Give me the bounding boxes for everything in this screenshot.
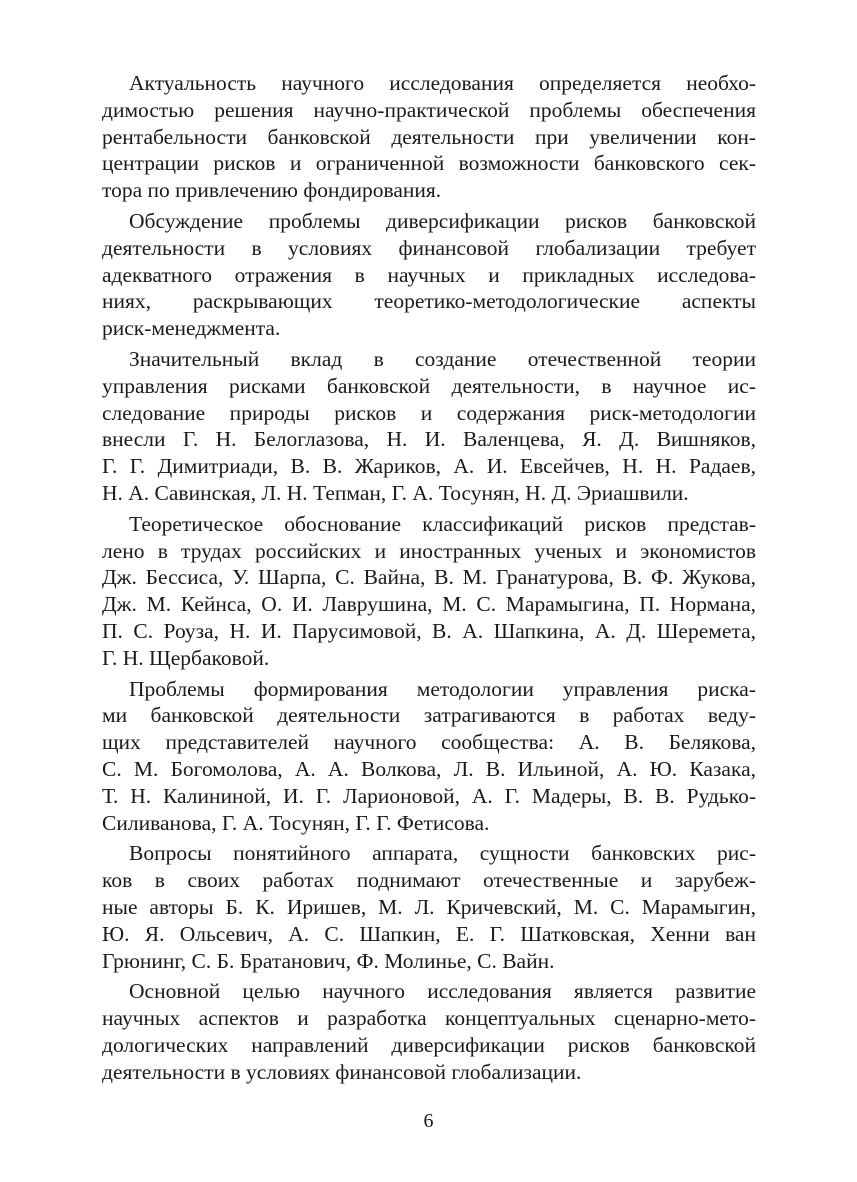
text-line: тора по привлечению фондирования. [102,178,442,203]
text-line: Актуальность научного исследования определяется необхо- [129,71,756,95]
text-line: Обсуждение проблемы диверсификации рисков банковской [129,208,756,233]
text-line: Т. Н. Калининой, И. Г. Ларионовой, А. Г. Мадеры, В. В. Рудько- [102,783,756,808]
text-line: научных аспектов и разработка концептуальных сценарно-мето- [102,1006,756,1031]
text-line: ков в своих работах поднимают отечественные и зарубеж- [102,868,756,893]
text-line: лено в трудах российских и иностранных ученых и экономистов [102,538,756,563]
text-line: следование природы рисков и содержания риск-методологии [102,400,756,425]
text-line: Н. А. Савинская, Л. Н. Тепман, Г. А. Тосунян, Н. Д. Эриашвили. [102,480,689,505]
document-body [102,70,756,1089]
paragraph [102,208,756,342]
text-line: Грюнинг, С. Б. Братанович, Ф. Молинье, С. Вайн. [102,948,555,973]
text-line: щих представителей научного сообщества: А. В. Белякова, [102,730,756,755]
text-line: ниях, раскрывающих теоретико-методологические аспекты [102,289,756,314]
text-line: Теоретическое обоснование классификаций рисков представ- [129,511,756,536]
text-line: дологических направлений диверсификации рисков банковской [102,1032,756,1057]
text-line: Ю. Я. Ольсевич, А. С. Шапкин, Е. Г. Шатковская, Хенни ван [102,921,756,946]
text-line: С. М. Богомолова, А. А. Волкова, Л. В. Ильиной, А. Ю. Казака, [102,756,756,781]
text-line: Вопросы понятийного аппарата, сущности банковских рис- [129,841,756,866]
text-line: димостью решения научно-практической проблемы обеспечения [102,97,756,122]
paragraph [102,346,756,507]
text-line: адекватного отражения в научных и прикладных исследова- [102,262,756,287]
text-line: Дж. М. Кейнса, О. И. Лаврушина, М. С. Марамыгина, П. Нормана, [102,592,756,617]
page-number: 6 [423,1110,434,1132]
text-line: ми банковской деятельности затрагиваются в работах веду- [102,703,756,728]
text-line: Основной целью научного исследования является развитие [129,979,756,1004]
text-line: П. С. Роуза, Н. И. Парусимовой, В. А. Шапкина, А. Д. Шеремета, [102,618,756,643]
paragraph [102,70,756,204]
text-line: Значительный вклад в создание отечественной теории [129,346,756,371]
text-line: Дж. Бессиса, У. Шарпа, С. Вайна, В. М. Гранатурова, В. Ф. Жукова, [102,565,756,590]
text-line: Силиванова, Г. А. Тосунян, Г. Г. Фетисова. [102,810,490,835]
paragraph [102,676,756,837]
text-line: ные авторы Б. К. Иришев, М. Л. Кричевский, М. С. Марамыгин, [102,894,756,919]
text-line: внесли Г. Н. Белоглазова, Н. И. Валенцева, Я. Д. Вишняков, [102,427,756,452]
text-line: Проблемы формирования методологии управления риска- [129,676,756,701]
text-line: деятельности в условиях финансовой глобализации. [102,1059,582,1084]
text-line: рентабельности банковской деятельности при увеличении кон- [102,124,756,149]
paragraph [102,978,756,1085]
paragraph [102,511,756,672]
text-line: Г. Н. Щербаковой. [102,645,270,670]
text-line: риск-менеджмента. [102,316,281,341]
text-line: деятельности в условиях финансовой глобализации требует [102,235,756,260]
paragraph [102,840,756,974]
text-line: центрации рисков и ограниченной возможности банковского сек- [102,151,756,176]
text-line: управления рисками банковской деятельности, в научное ис- [102,373,756,398]
text-line: Г. Г. Димитриади, В. В. Жариков, А. И. Евсейчев, Н. Н. Радаев, [102,454,756,479]
